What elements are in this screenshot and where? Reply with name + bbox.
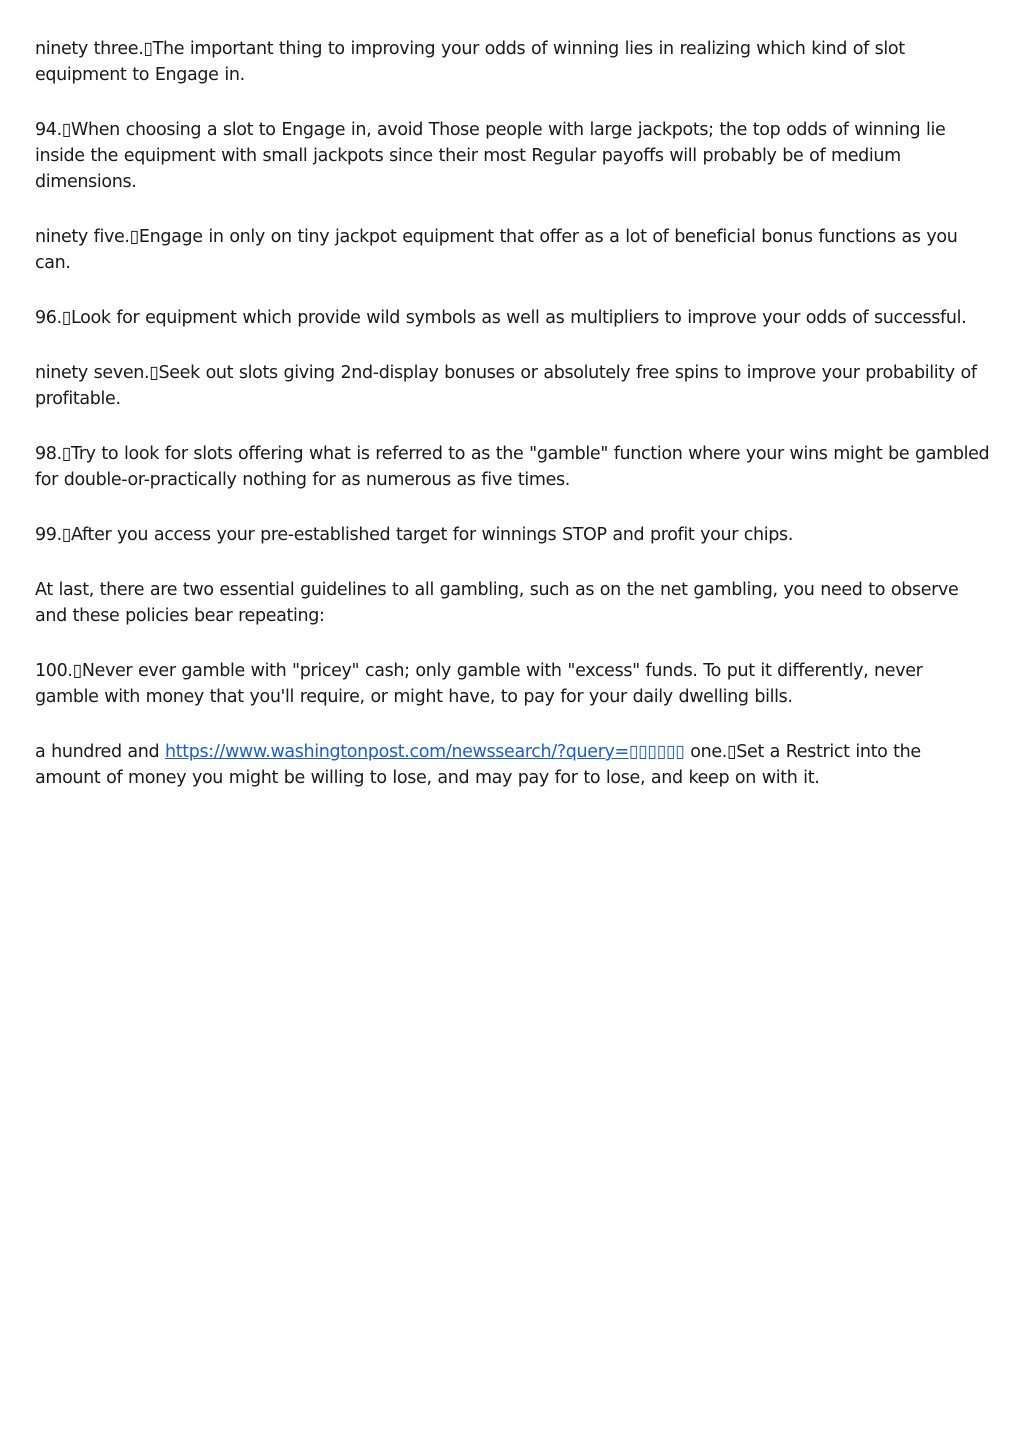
- paragraph-100: 100.▯Never ever gamble with "pricey" cash; only gamble with "excess" funds. To put it differently, never gamble with money that you'll require, or might have, to pay for your daily dwelling bills.: [35, 661, 923, 707]
- paragraph-93: ninety three.▯The important thing to improving your odds of winning lies in realizing which kind of slot equipment to Engage in.: [35, 39, 905, 85]
- paragraph-99: 99.▯After you access your pre-established target for winnings STOP and profit your chips.: [35, 525, 794, 545]
- washingtonpost-search-link[interactable]: https://www.washingtonpost.com/newssearch/?query=▯▯▯▯▯▯: [165, 742, 685, 762]
- paragraph-97: ninety seven.▯Seek out slots giving 2nd-display bonuses or absolutely free spins to improve your probability of profitable.: [35, 363, 977, 409]
- paragraph-95: ninety five.▯Engage in only on tiny jackpot equipment that offer as a lot of beneficial bonus functions as you can.: [35, 227, 958, 273]
- paragraph-98: 98.▯Try to look for slots offering what is referred to as the "gamble" function where your wins might be gambled for double-or-practically nothing for as numerous as five times.: [35, 444, 990, 490]
- paragraph-101-prefix: a hundred and: [35, 742, 166, 762]
- document-body: [35, 36, 990, 820]
- paragraph-96: 96.▯Look for equipment which provide wild symbols as well as multipliers to improve your odds of successful.: [35, 308, 967, 328]
- paragraph-guidelines-intro: At last, there are two essential guidelines to all gambling, such as on the net gambling, you need to observe and these policies bear repeating:: [35, 580, 959, 626]
- paragraph-94: 94.▯When choosing a slot to Engage in, avoid Those people with large jackpots; the top odds of winning lie inside the equipment with small jackpots since their most Regular payoffs will probably be of medium dimensions.: [35, 120, 946, 192]
- paragraph-101: [35, 739, 990, 791]
- paragraph-101-suffix: one.▯Set a Restrict into the amount of money you might be willing to lose, and may pay for to lose, and keep on with it.: [35, 742, 921, 788]
